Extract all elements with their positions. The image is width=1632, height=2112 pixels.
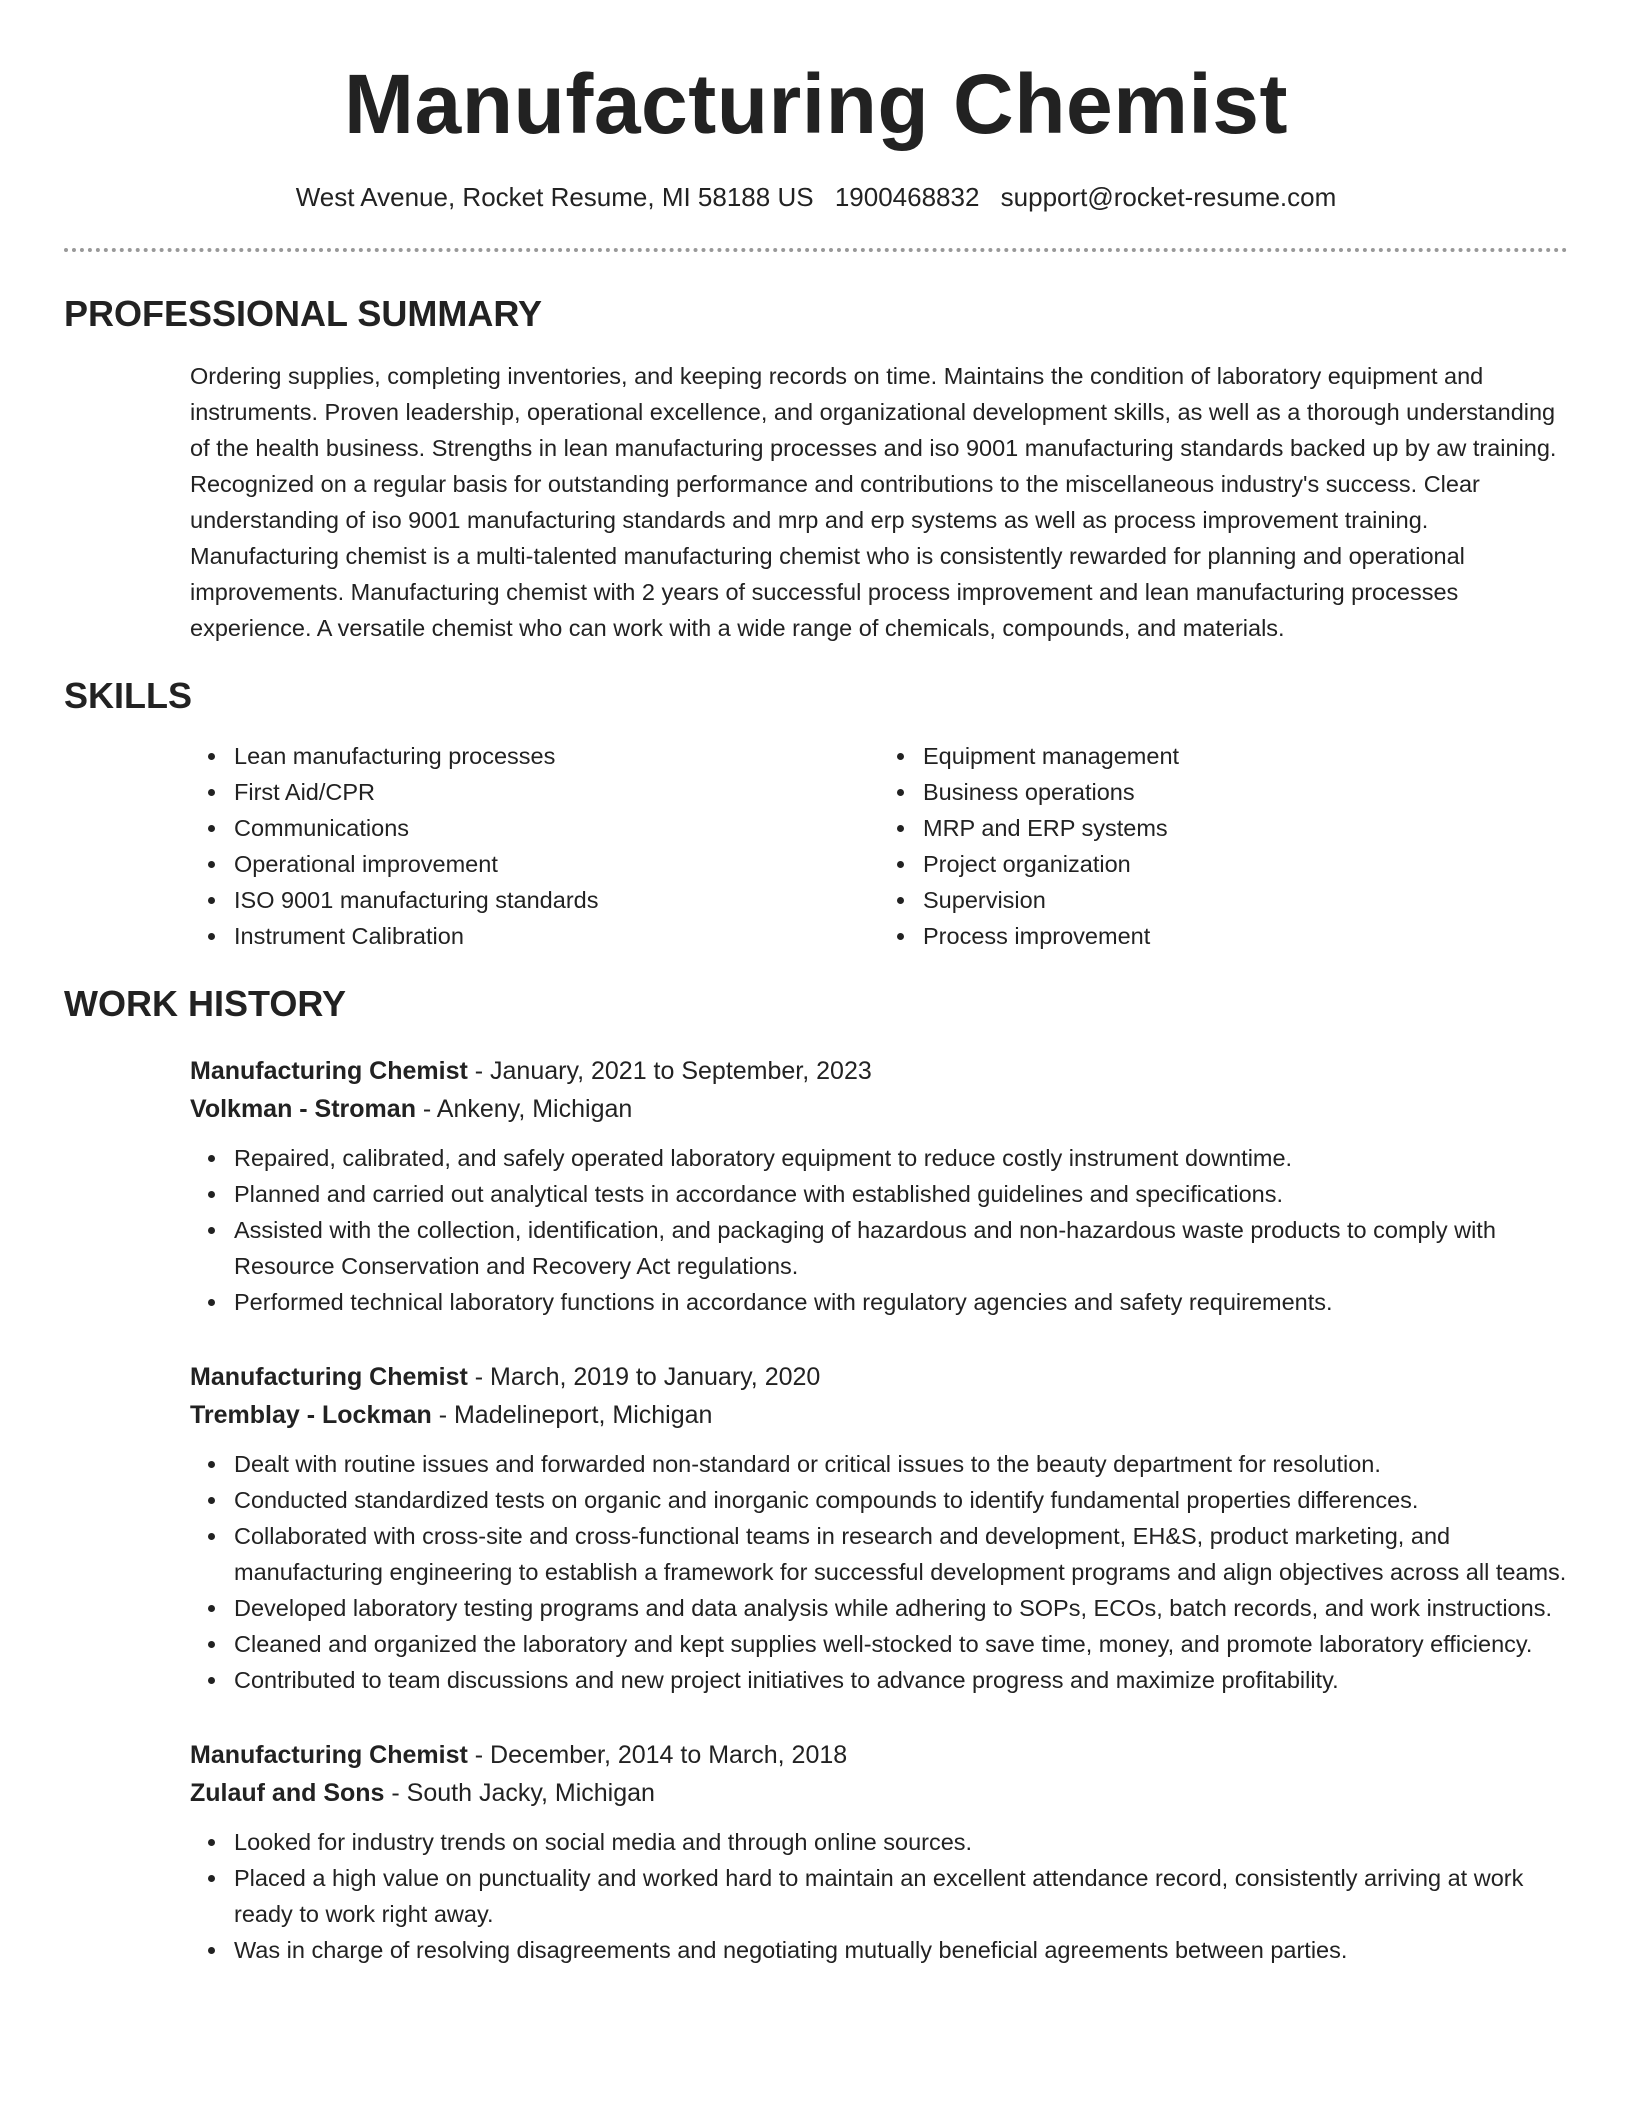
job-bullets xyxy=(190,1446,1568,1698)
skills-heading: SKILLS xyxy=(64,675,193,716)
skill-item: ISO 9001 manufacturing standards xyxy=(234,882,879,918)
summary-text: Ordering supplies, completing inventories, and keeping records on time. Maintains the condition of laboratory equipment and instruments. Proven leadership, operational excellence, and organizational development skills, as well as a thorough understanding of the health business. Strengths in lean manufacturing processes and iso 9001 manufacturing standards backed up by aw training. Recognized on a regular basis for outstanding performance and contributions to the miscellaneous industry's success. Clear understanding of iso 9001 manufacturing standards and mrp and erp systems as well as process improvement training. Manufacturing chemist is a multi-talented manufacturing chemist who is consistently rewarded for planning and operational improvements. Manufacturing chemist with 2 years of successful process improvement and lean manufacturing processes experience. A versatile chemist who can work with a wide range of chemicals, compounds, and materials. xyxy=(190,363,1557,641)
resume-header xyxy=(64,0,1568,214)
job-bullet: Looked for industry trends on social media and through online sources. xyxy=(234,1824,1568,1860)
job-bullet: Planned and carried out analytical tests in accordance with established guidelines and specifications. xyxy=(234,1176,1568,1212)
job-bullet: Performed technical laboratory functions in accordance with regulatory agencies and safety requirements. xyxy=(234,1284,1568,1320)
job-company-line xyxy=(190,1396,1568,1434)
work-history-section xyxy=(64,1052,1568,1968)
job-title: Manufacturing Chemist xyxy=(190,1741,468,1769)
job-company: Zulauf and Sons xyxy=(190,1779,385,1807)
job-bullet: Assisted with the collection, identification, and packaging of hazardous and non-hazardous waste products to comply with Resource Conservation and Recovery Act regulations. xyxy=(234,1212,1568,1284)
job-location: - Madelineport, Michigan xyxy=(431,1401,713,1429)
job-entry xyxy=(190,1358,1568,1698)
job-company: Tremblay - Lockman xyxy=(190,1401,432,1429)
skill-item: Communications xyxy=(234,810,879,846)
job-bullet: Placed a high value on punctuality and worked hard to maintain an excellent attendance record, consistently arriving at work ready to work right away. xyxy=(234,1860,1568,1932)
skills-column-left xyxy=(190,738,879,954)
job-bullets xyxy=(190,1824,1568,1968)
job-bullet: Cleaned and organized the laboratory and kept supplies well-stocked to save time, money, and promote laboratory efficiency. xyxy=(234,1626,1568,1662)
skill-item: Process improvement xyxy=(923,918,1568,954)
skill-item: MRP and ERP systems xyxy=(923,810,1568,846)
summary-section xyxy=(64,358,1568,646)
job-company-line xyxy=(190,1774,1568,1812)
job-dates: - March, 2019 to January, 2020 xyxy=(467,1363,821,1391)
job-entry xyxy=(190,1736,1568,1968)
job-company-line xyxy=(190,1090,1568,1128)
job-title: Manufacturing Chemist xyxy=(190,1363,468,1391)
contact-phone: 1900468832 xyxy=(834,182,980,212)
job-bullets xyxy=(190,1140,1568,1320)
job-bullet: Conducted standardized tests on organic and inorganic compounds to identify fundamental properties differences. xyxy=(234,1482,1568,1518)
skills-grid xyxy=(190,738,1568,954)
job-dates: - January, 2021 to September, 2023 xyxy=(467,1057,872,1085)
job-bullet: Developed laboratory testing programs and data analysis while adhering to SOPs, ECOs, batch records, and work instructions. xyxy=(234,1590,1568,1626)
skill-item: Equipment management xyxy=(923,738,1568,774)
job-company: Volkman - Stroman xyxy=(190,1095,416,1123)
job-bullet: Was in charge of resolving disagreements and negotiating mutually beneficial agreements between parties. xyxy=(234,1932,1568,1968)
skill-item: Business operations xyxy=(923,774,1568,810)
job-location: - Ankeny, Michigan xyxy=(415,1095,633,1123)
job-title: Manufacturing Chemist xyxy=(190,1057,468,1085)
job-bullet: Repaired, calibrated, and safely operated laboratory equipment to reduce costly instrument downtime. xyxy=(234,1140,1568,1176)
job-bullet: Dealt with routine issues and forwarded non-standard or critical issues to the beauty department for resolution. xyxy=(234,1446,1568,1482)
skill-item: Lean manufacturing processes xyxy=(234,738,879,774)
skill-item: Project organization xyxy=(923,846,1568,882)
candidate-name: Manufacturing Chemist xyxy=(344,57,1288,151)
job-title-line xyxy=(190,1052,1568,1090)
work-history-heading: WORK HISTORY xyxy=(64,983,347,1024)
skill-item: First Aid/CPR xyxy=(234,774,879,810)
contact-address: West Avenue, Rocket Resume, MI 58188 US xyxy=(295,182,814,212)
job-title-line xyxy=(190,1358,1568,1396)
skills-section xyxy=(64,738,1568,954)
job-entry xyxy=(190,1052,1568,1320)
contact-line xyxy=(64,180,1568,214)
header-divider xyxy=(64,248,1568,252)
skill-item: Operational improvement xyxy=(234,846,879,882)
job-bullet: Collaborated with cross-site and cross-functional teams in research and development, EH&S, product marketing, and manufacturing engineering to establish a framework for successful development programs and align objectives across all teams. xyxy=(234,1518,1568,1590)
skill-item: Supervision xyxy=(923,882,1568,918)
skill-item: Instrument Calibration xyxy=(234,918,879,954)
job-title-line xyxy=(190,1736,1568,1774)
summary-heading: PROFESSIONAL SUMMARY xyxy=(64,293,543,334)
job-bullet: Contributed to team discussions and new project initiatives to advance progress and maximize profitability. xyxy=(234,1662,1568,1698)
contact-email: support@rocket-resume.com xyxy=(1000,182,1337,212)
job-dates: - December, 2014 to March, 2018 xyxy=(467,1741,848,1769)
job-location: - South Jacky, Michigan xyxy=(384,1779,655,1807)
skills-column-right xyxy=(879,738,1568,954)
